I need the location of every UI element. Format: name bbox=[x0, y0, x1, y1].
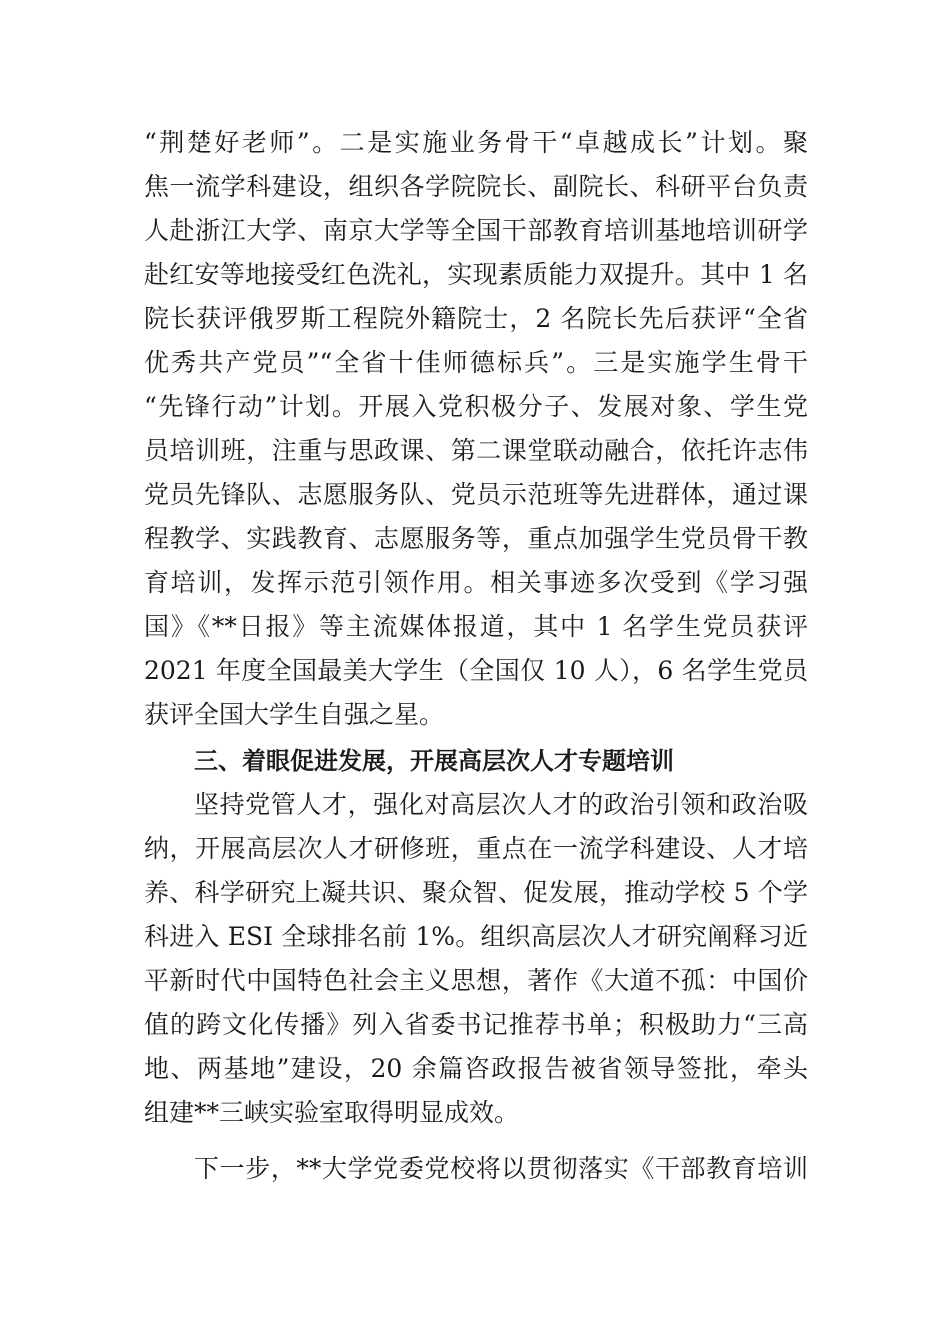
body-text-line: 2021 年度全国最美大学生（全国仅 10 人），6 名学生党员 bbox=[144, 656, 808, 685]
body-text-line: 党员先锋队、志愿服务队、党员示范班等先进群体，通过课 bbox=[144, 480, 808, 509]
body-text-line: 科进入 ESI 全球排名前 1%。组织高层次人才研究阐释习近 bbox=[144, 922, 808, 951]
section-heading: 三、着眼促进发展，开展高层次人才专题培训 bbox=[194, 747, 674, 775]
body-text-line: 院长获评俄罗斯工程院外籍院士，2 名院长先后获评“全省 bbox=[144, 304, 808, 333]
body-text-line: 优秀共产党员”“全省十佳师德标兵”。三是实施学生骨干 bbox=[144, 348, 808, 377]
body-text-line: 程教学、实践教育、志愿服务等，重点加强学生党员骨干教 bbox=[144, 524, 808, 553]
body-text-line: 地、两基地”建设，20 余篇咨政报告被省领导签批，牵头 bbox=[144, 1054, 808, 1083]
body-text-line: 平新时代中国特色社会主义思想，著作《大道不孤：中国价 bbox=[144, 966, 808, 995]
body-text-line: 值的跨文化传播》列入省委书记推荐书单；积极助力“三高 bbox=[144, 1010, 808, 1039]
body-text-line: 坚持党管人才，强化对高层次人才的政治引领和政治吸 bbox=[194, 790, 808, 819]
body-text-line: 育培训，发挥示范引领作用。相关事迹多次受到《学习强 bbox=[144, 568, 808, 597]
body-text-line: 人赴浙江大学、南京大学等全国干部教育培训基地培训研学 bbox=[144, 216, 808, 245]
body-text-line: 纳，开展高层次人才研修班，重点在一流学科建设、人才培 bbox=[144, 834, 808, 863]
body-text-line: 国》《**日报》等主流媒体报道，其中 1 名学生党员获评 bbox=[144, 612, 808, 641]
body-text-line: 焦一流学科建设，组织各学院院长、副院长、科研平台负责 bbox=[144, 172, 808, 201]
body-text-line: “荆楚好老师”。二是实施业务骨干“卓越成长”计划。聚 bbox=[144, 128, 808, 157]
body-text-line: 组建**三峡实验室取得明显成效。 bbox=[144, 1098, 520, 1127]
body-text-line: 获评全国大学生自强之星。 bbox=[144, 700, 445, 729]
body-text-line: 下一步，**大学党委党校将以贯彻落实《干部教育培训 bbox=[194, 1154, 808, 1183]
body-text-line: 赴红安等地接受红色洗礼，实现素质能力双提升。其中 1 名 bbox=[144, 260, 808, 289]
body-text-line: “先锋行动”计划。开展入党积极分子、发展对象、学生党 bbox=[144, 392, 808, 421]
body-text-line: 养、科学研究上凝共识、聚众智、促发展，推动学校 5 个学 bbox=[144, 878, 808, 907]
body-text-line: 员培训班，注重与思政课、第二课堂联动融合，依托许志伟 bbox=[144, 436, 808, 465]
